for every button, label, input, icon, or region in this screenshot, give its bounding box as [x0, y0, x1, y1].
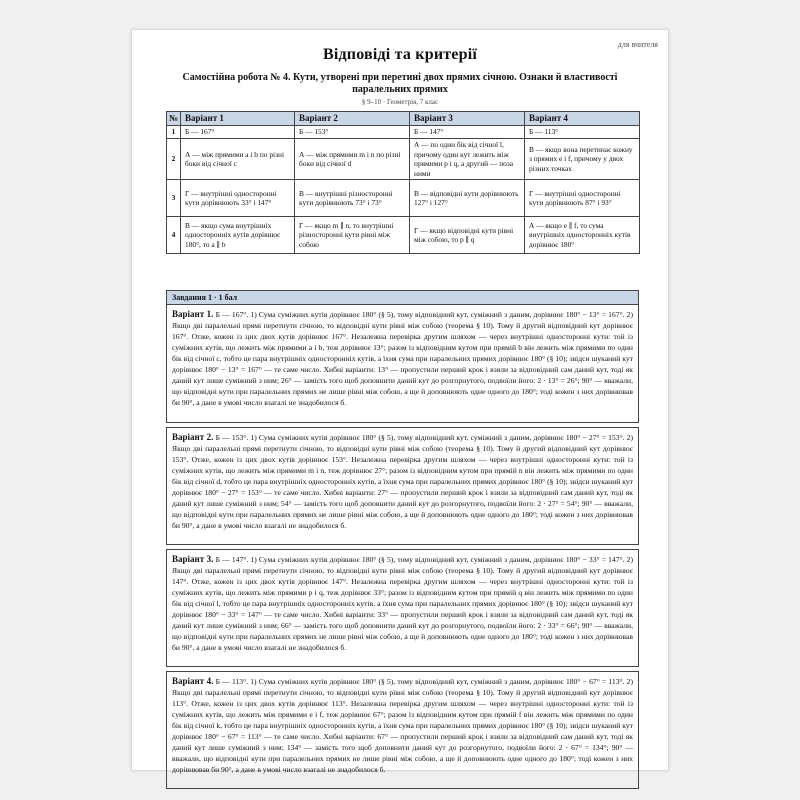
row-number: 3 [167, 180, 181, 217]
table-cell: Б — 147° [410, 126, 525, 139]
table-cell: Б — 153° [295, 126, 410, 139]
table-cell: А — між прямими a і b по різні боки від січної c [181, 139, 295, 180]
page-subtitle: Самостійна робота № 4. Кути, утворені при перетині двох прямих січною. Ознаки й властивості паралельних прямих [182, 72, 618, 95]
criteria-heading: Завдання 1 · 1 бал [166, 290, 639, 305]
table-cell: В — якщо вона перетинає кожну з прямих e і f, причому у двох різних точках [525, 139, 640, 180]
table-cell: А — якщо e ∥ f, то сума внутрішніх односторонніх кутів дорівнює 180° [525, 217, 640, 254]
variant-explanation: Б — 167°. 1) Сума суміжних кутів дорівнює 180° (§ 5), тому відповідний кут, суміжний з даним, дорівнює 180° − 13° = 167°. 2) Якщо дві паралельні прямі перетнути січною, то відповідні кути рівні між собою (теорема § 10). Тому й другий відповідний кут дорівнює 167°. Отже, кожен із цих двох кутів дорівнює 167°. Незалежна перевірка другим шляхом — через внутрішні односторонні кути: той із суміжних кутів, що лежить між прямими a і b, теж дорівнює 13°; разом із відповідним кутом при прямій b він лежить між прямими по один бік від січної c, тобто це пара внутрішніх односторонніх кутів, а їхня сума при паралельних прямих дорівнює 180° (§ 10); звідси шуканий кут дорівнює 180° − 13° = 167° — те саме число. Хибні варіанти: 13° — пропустили перший крок і взяли за відповідний сам даний кут, тоді як даний кут лише суміжний з ним; 26° — замість того щоб доповнити даний кут до розгорнутого, подвоїли його: 2 · 13° = 26°; 90° — вважали, що відповідні кути при паралельних прямих не лише рівні між собою, а ще й доповнюють одне одного до 180°; тоді кожен з них дорівнював би 90°, а дане в умові число взагалі не знадобилося б. [172, 310, 634, 407]
table-cell: Б — 113° [525, 126, 640, 139]
column-header: Варіант 3 [410, 112, 525, 126]
variant-label: Варіант 3. [172, 554, 214, 564]
table-cell: А — між прямими m і n по різні боки від січної d [295, 139, 410, 180]
table-row [167, 126, 640, 139]
table-row [167, 139, 640, 180]
row-number: 4 [167, 217, 181, 254]
table-cell: Г — якщо відповідні кути рівні між собою, то p ∥ q [410, 217, 525, 254]
criteria-variant-2 [166, 427, 639, 545]
criteria-variant-3 [166, 549, 639, 667]
table-header-row [167, 112, 640, 126]
variant-label: Варіант 2. [172, 432, 214, 442]
column-header: Варіант 1 [181, 112, 295, 126]
column-header: № [167, 112, 181, 126]
criteria-block [166, 290, 639, 789]
column-header: Варіант 4 [525, 112, 640, 126]
row-number: 1 [167, 126, 181, 139]
page-title: Відповіді та критерії [323, 46, 477, 63]
answer-sheet [132, 30, 668, 774]
criteria-variant-1 [166, 305, 639, 423]
variant-label: Варіант 1. [172, 309, 214, 319]
table-cell: Г — внутрішні односторонні кути дорівнюють 33° і 147° [181, 180, 295, 217]
variant-explanation: Б — 147°. 1) Сума суміжних кутів дорівнює 180° (§ 5), тому відповідний кут, суміжний з даним, дорівнює 180° − 33° = 147°. 2) Якщо дві паралельні прямі перетнути січною, то відповідні кути рівні між собою (теорема § 10). Тому й другий відповідний кут дорівнює 147°. Отже, кожен із цих двох кутів дорівнює 147°. Незалежна перевірка другим шляхом — через внутрішні односторонні кути: той із суміжних кутів, що лежить між прямими p і q, теж дорівнює 33°; разом із відповідним кутом при прямій q він лежить між прямими по один бік від січної l, тобто це пара внутрішніх односторонніх кутів, а їхня сума при паралельних прямих дорівнює 180° (§ 10); звідси шуканий кут дорівнює 180° − 33° = 147° — те саме число. Хибні варіанти: 33° — пропустили перший крок і взяли за відповідний сам даний кут, тоді як даний кут лише суміжний з ним; 66° — замість того щоб доповнити даний кут до розгорнутого, подвоїли його: 2 · 33° = 66°; 90° — вважали, що відповідні кути при паралельних прямих не лише рівні між собою, а ще й доповнюють одне одного до 180°; тоді кожен з них дорівнював би 90°, а дане в умові число взагалі не знадобилося б. [172, 555, 634, 652]
teacher-note: для вчителя [617, 40, 658, 49]
table-cell: В — якщо сума внутрішніх односторонніх кутів дорівнює 180°, то a ∥ b [181, 217, 295, 254]
table-row [167, 217, 640, 254]
table-cell: Г — внутрішні односторонні кути дорівнюють 87° і 93° [525, 180, 640, 217]
variant-explanation: Б — 113°. 1) Сума суміжних кутів дорівнює 180° (§ 5), тому відповідний кут, суміжний з даним, дорівнює 180° − 67° = 113°. 2) Якщо дві паралельні прямі перетнути січною, то відповідні кути рівні між собою (теорема § 10). Тому й другий відповідний кут дорівнює 113°. Отже, кожен із цих двох кутів дорівнює 113°. Незалежна перевірка другим шляхом — через внутрішні односторонні кути: той із суміжних кутів, що лежить між прямими e і f, теж дорівнює 67°; разом із відповідним кутом при прямій f він лежить між прямими по один бік від січної k, тобто це пара внутрішніх односторонніх кутів, а їхня сума при паралельних прямих дорівнює 180° (§ 10); звідси шуканий кут дорівнює 180° − 67° = 113° — те саме число. Хибні варіанти: 67° — пропустили перший крок і взяли за відповідний сам даний кут, тоді як даний кут лише суміжний з ним; 134° — замість того щоб доповнити даний кут до розгорнутого, подвоїли його: 2 · 67° = 134°; 90° — вважали, що відповідні кути при паралельних прямих не лише рівні між собою, а ще й доповнюють одне одного до 180°; тоді кожен з них дорівнював би 90°, а дане в умові число взагалі не знадобилося б. [172, 677, 633, 774]
criteria-variant-4 [166, 671, 639, 789]
table-cell: Г — якщо m ∥ n, то внутрішні різносторонні кути рівні між собою [295, 217, 410, 254]
table-cell: В — внутрішні різносторонні кути дорівнюють 73° і 73° [295, 180, 410, 217]
table-row [167, 180, 640, 217]
row-number: 2 [167, 139, 181, 180]
table-cell: В — відповідні кути дорівнюють 127° і 127° [410, 180, 525, 217]
table-cell: А — по один бік від січної l, причому один кут лежить між прямими p і q, а другий — поза ними [410, 139, 525, 180]
table-cell: Б — 167° [181, 126, 295, 139]
variant-explanation: Б — 153°. 1) Сума суміжних кутів дорівнює 180° (§ 5), тому відповідний кут, суміжний з даним, дорівнює 180° − 27° = 153°. 2) Якщо дві паралельні прямі перетнути січною, то відповідні кути рівні між собою (теорема § 10). Тому й другий відповідний кут дорівнює 153°. Отже, кожен із цих двох кутів дорівнює 153°. Незалежна перевірка другим шляхом — через внутрішні односторонні кути: той із суміжних кутів, що лежить між прямими m і n, теж дорівнює 27°; разом із відповідним кутом при прямій n він лежить між прямими по один бік від січної d, тобто це пара внутрішніх односторонніх кутів, а їхня сума при паралельних прямих дорівнює 180° (§ 10); звідси шуканий кут дорівнює 180° − 27° = 153° — те саме число. Хибні варіанти: 27° — пропустили перший крок і взяли за відповідний сам даний кут, тоді як даний кут лише суміжний з ним; 54° — замість того щоб доповнити даний кут до розгорнутого, подвоїли його: 2 · 27° = 54°; 90° — вважали, що відповідні кути при паралельних прямих не лише рівні між собою, а ще й доповнюють одне одного до 180°; тоді кожен з них дорівнював би 90°, а дане в умові число взагалі не знадобилося б. [172, 433, 634, 530]
variant-label: Варіант 4. [172, 676, 214, 686]
answers-table [166, 111, 640, 254]
column-header: Варіант 2 [295, 112, 410, 126]
section-meta: § 9–10 · Геометрія, 7 клас [361, 98, 439, 106]
